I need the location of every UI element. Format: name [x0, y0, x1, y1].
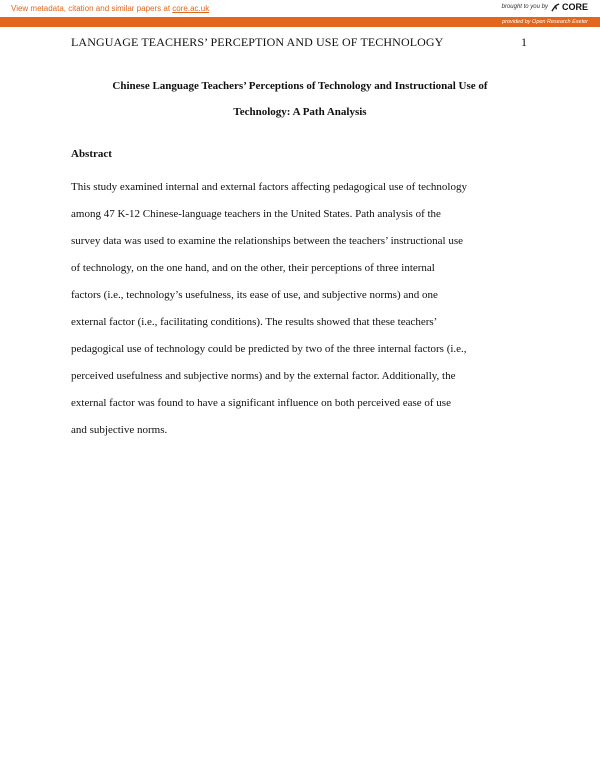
abstract-line: perceived usefulness and subjective norms) and by the external factor. Additionally, the: [71, 370, 456, 382]
abstract-heading: Abstract: [71, 148, 112, 160]
paper-title-line-2: Technology: A Path Analysis: [233, 106, 367, 118]
core-metadata-prefix: View metadata, citation and similar papers at: [11, 4, 173, 13]
core-metadata-text: [11, 4, 209, 13]
core-banner: [0, 0, 600, 27]
abstract-line: factors (i.e., technology’s usefulness, its ease of use, and subjective norms) and one: [71, 289, 438, 301]
paper-title: [60, 73, 540, 125]
core-logo-icon: [551, 3, 560, 12]
abstract-line: survey data was used to examine the relationships between the teachers’ instructional use: [71, 235, 463, 247]
brought-to-you-by[interactable]: [502, 2, 588, 12]
running-head: LANGUAGE TEACHERS’ PERCEPTION AND USE OF TECHNOLOGY: [71, 35, 444, 49]
provided-by-text: provided by Open Research Exeter: [502, 19, 588, 25]
abstract-line: among 47 K-12 Chinese-language teachers in the United States. Path analysis of the: [71, 208, 441, 220]
abstract-line: This study examined internal and external factors affecting pedagogical use of technology: [71, 181, 467, 193]
page-number: 1: [521, 35, 527, 49]
core-orange-strip: [0, 17, 600, 27]
brought-by-text: brought to you by: [501, 4, 548, 10]
abstract-body: [71, 174, 501, 444]
abstract-line: external factor (i.e., facilitating conditions). The results showed that these teachers’: [71, 316, 438, 328]
core-logo: [551, 2, 588, 12]
abstract-line: pedagogical use of technology could be predicted by two of the three internal factors (i.e.,: [71, 343, 467, 355]
core-ac-uk-link[interactable]: core.ac.uk: [172, 4, 210, 13]
abstract-line: and subjective norms.: [71, 424, 168, 436]
paper-title-line-1: Chinese Language Teachers’ Perceptions of Technology and Instructional Use of: [112, 80, 488, 92]
abstract-line: external factor was found to have a significant influence on both perceived ease of use: [71, 397, 451, 409]
core-logo-text: CORE: [561, 2, 588, 12]
abstract-line: of technology, on the one hand, and on the other, their perceptions of three internal: [71, 262, 435, 274]
